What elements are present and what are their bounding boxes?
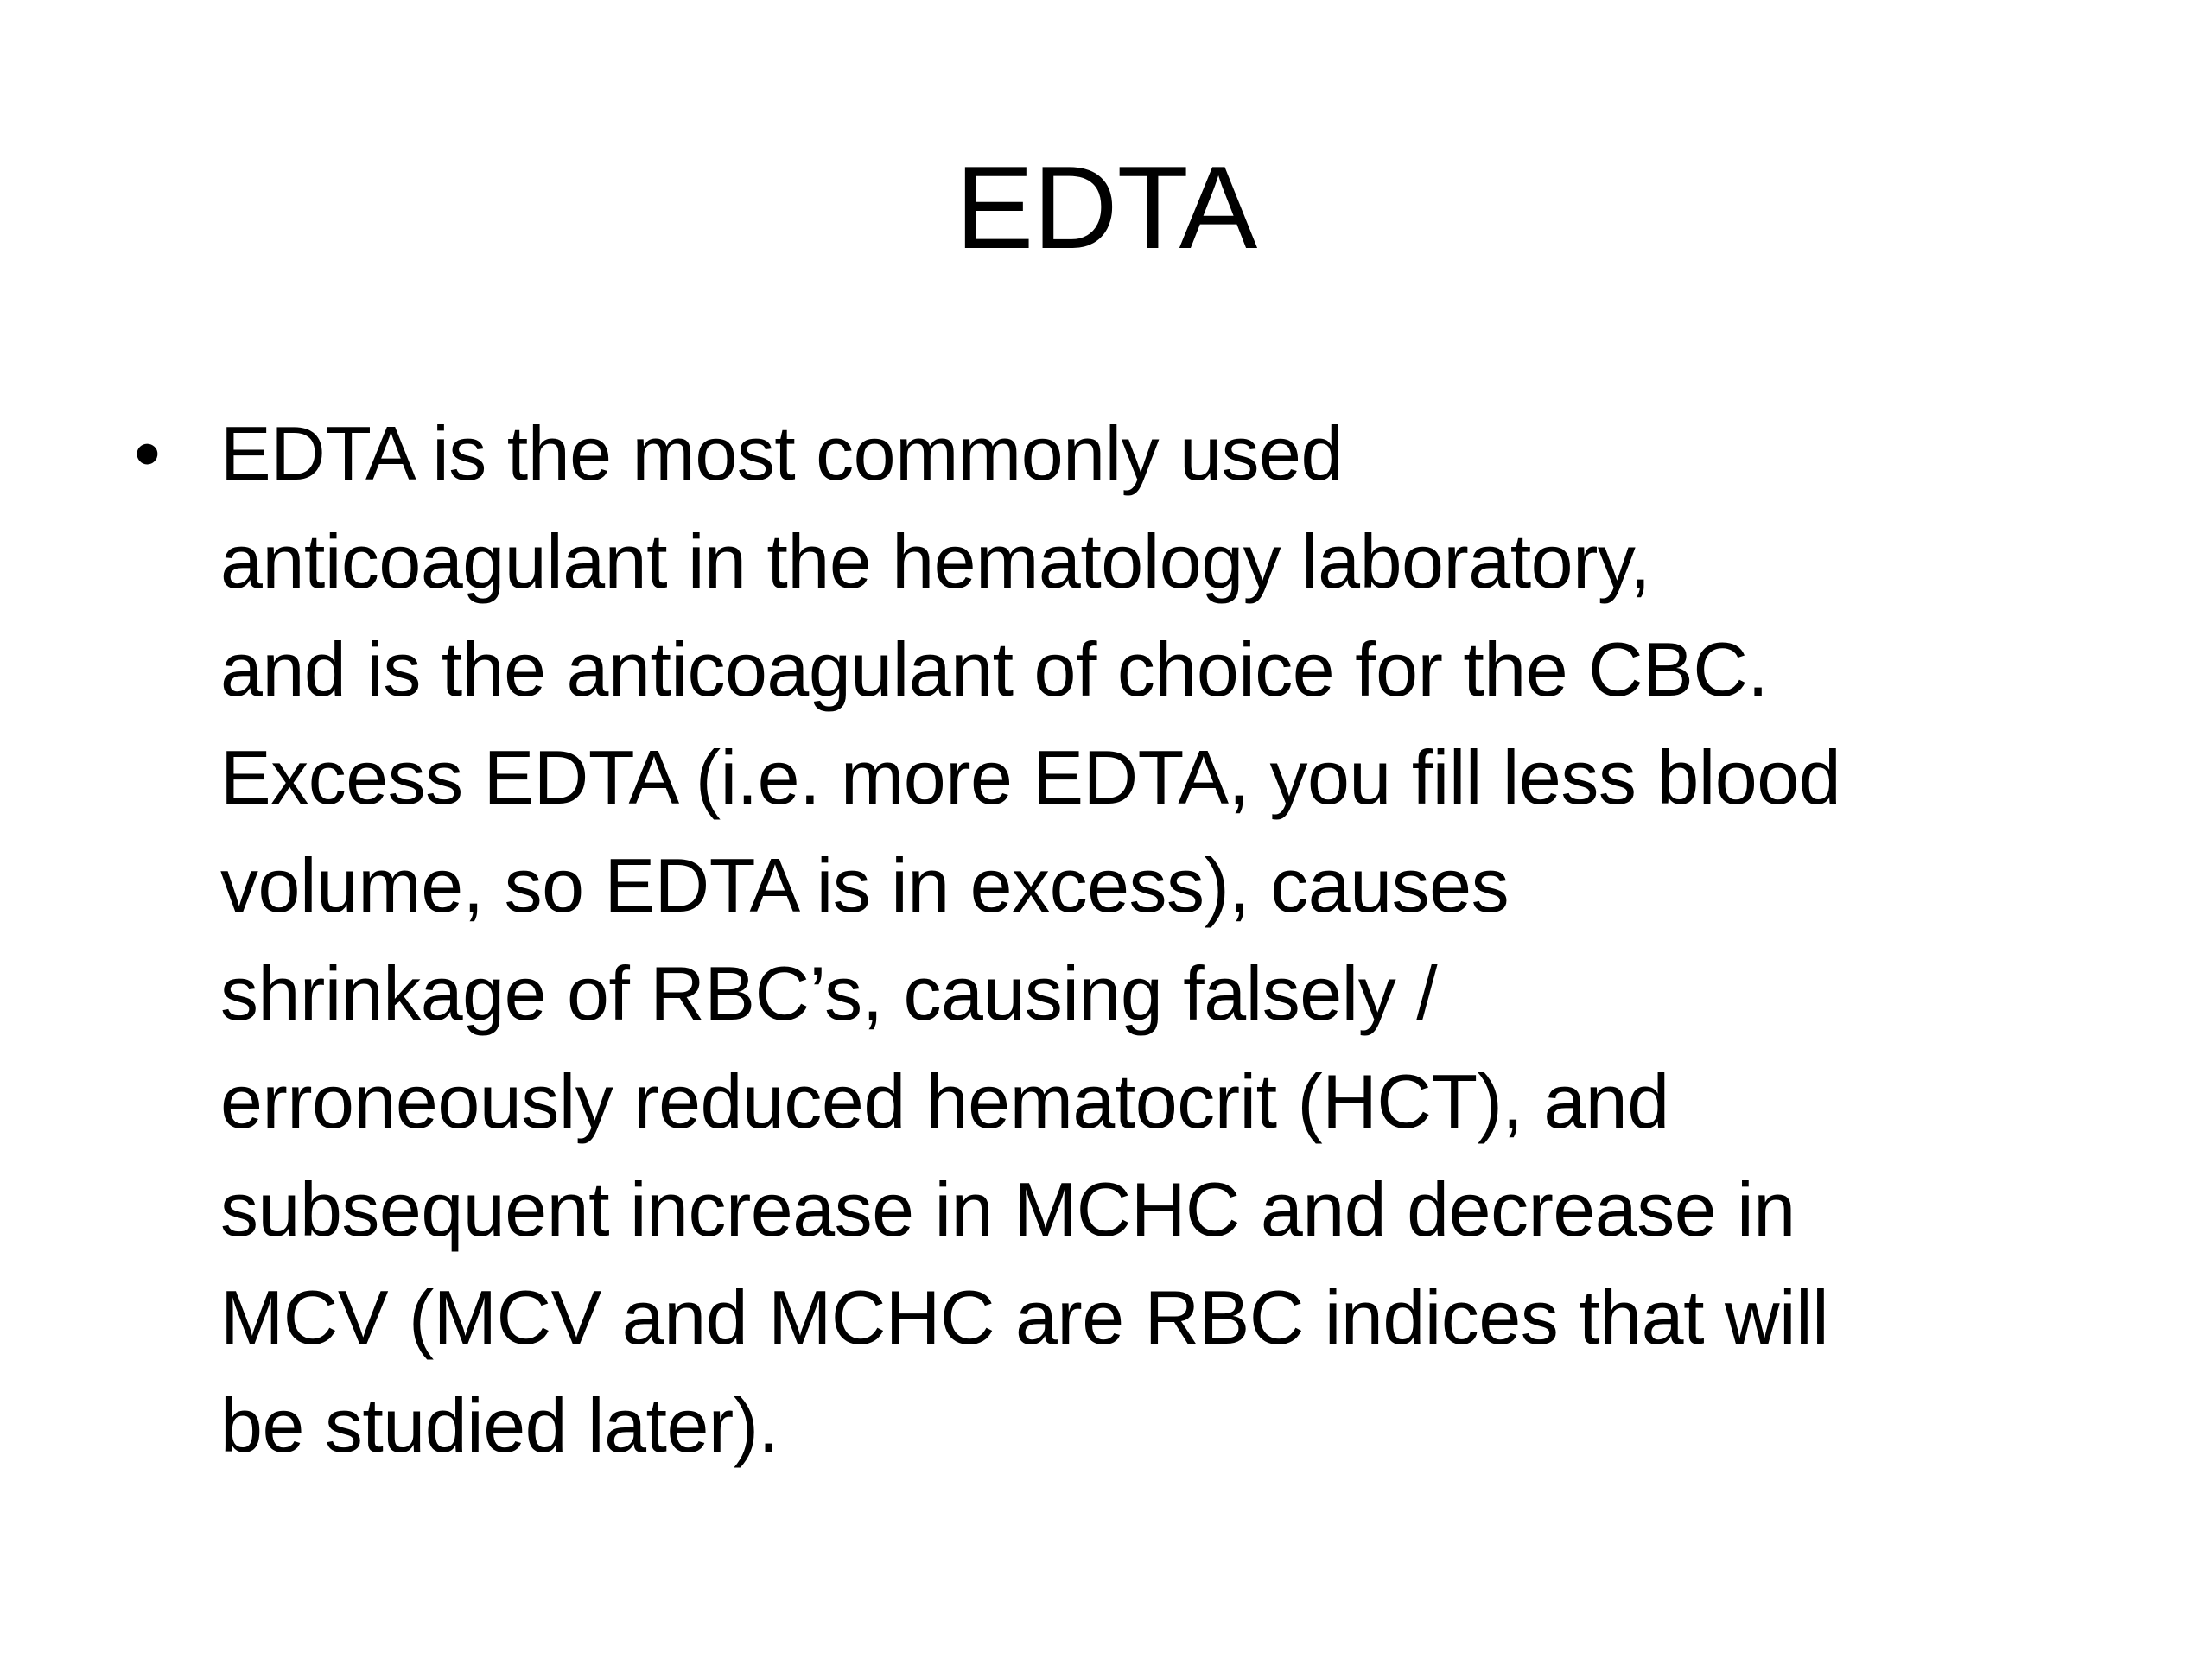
text-line: MCV (MCV and MCHC are RBC indices that will [220,1274,1829,1360]
text-line: erroneously reduced hematocrit (HCT), and [220,1058,1669,1144]
bullet-item [134,399,2130,1479]
bullet-list [134,399,2130,1479]
text-line: EDTA is the most commonly used [220,410,1343,496]
text-line: shrinkage of RBC’s, causing falsely / [220,950,1438,1036]
text-line: anticoagulant in the hematology laboratory, [220,518,1650,604]
bullet-text [220,399,2130,1479]
text-line: Excess EDTA (i.e. more EDTA, you fill less blood [220,734,1841,820]
slide-content [134,399,2130,1479]
text-line: volume, so EDTA is in excess), causes [220,842,1510,928]
bullet-dot-icon: • [134,410,161,496]
text-line: be studied later). [220,1382,779,1468]
text-line: and is the anticoagulant of choice for the CBC. [220,626,1769,712]
slide-title: EDTA [955,142,1257,273]
text-line: subsequent increase in MCHC and decrease in [220,1166,1796,1252]
